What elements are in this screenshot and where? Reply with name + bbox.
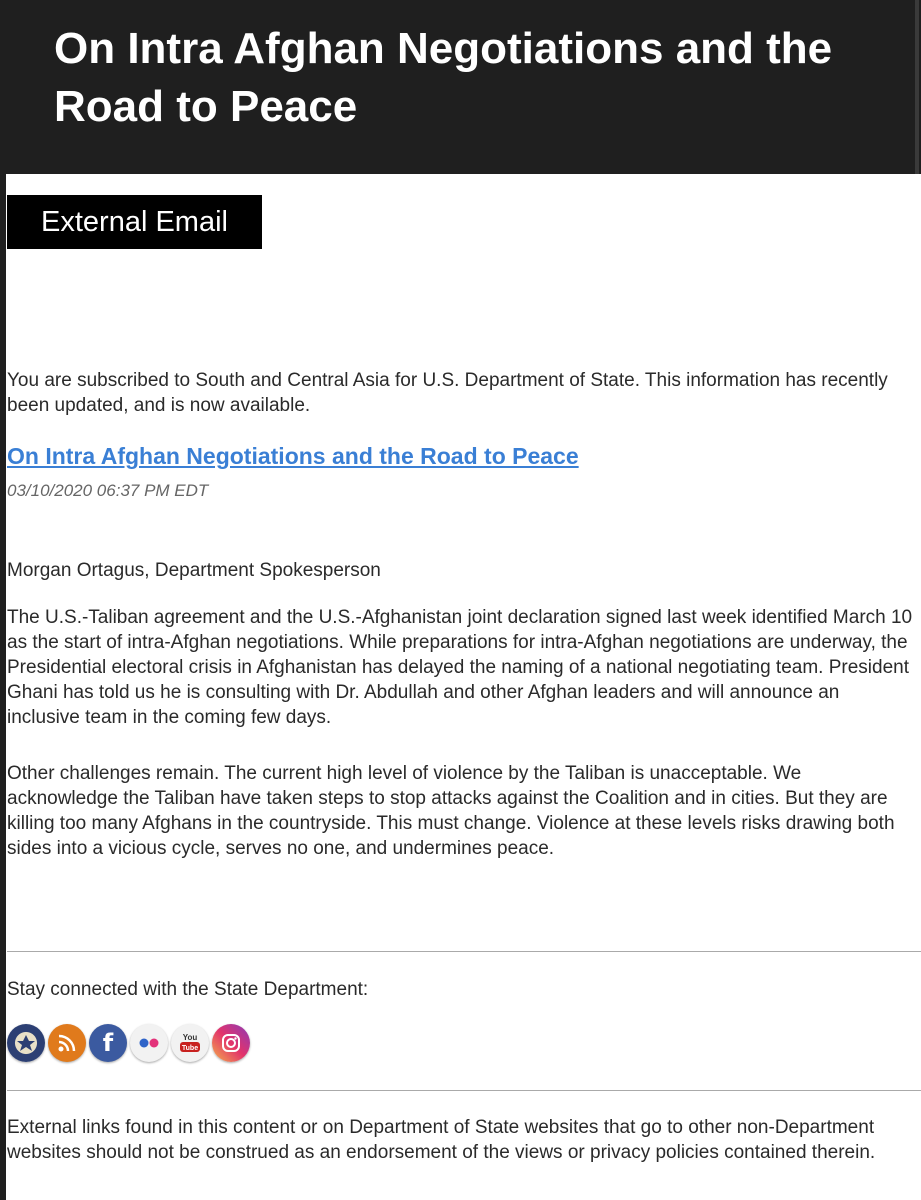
subscription-notice: You are subscribed to South and Central Asia for U.S. Department of State. This information has recently been updated, and is now available. <box>7 370 888 416</box>
svg-text:You: You <box>182 1033 198 1042</box>
youtube-glyph <box>177 1031 203 1055</box>
rss-glyph <box>56 1032 78 1054</box>
email-subject-title: On Intra Afghan Negotiations and the Road to Peace <box>54 24 833 131</box>
left-border <box>0 174 6 1200</box>
external-links-disclaimer: External links found in this content or on Department of State websites that go to other non-Department websites should not be construed as an endorsement of the views or privacy policies contained therein. <box>7 1117 876 1163</box>
instagram-glyph <box>220 1032 242 1054</box>
email-header <box>0 0 921 174</box>
author-line: Morgan Ortagus, Department Spokesperson <box>7 560 381 581</box>
flickr-icon[interactable] <box>130 1024 168 1062</box>
facebook-glyph: f <box>102 1029 114 1057</box>
header-scrollbar[interactable] <box>915 0 919 174</box>
publish-date: 03/10/2020 06:37 PM EDT <box>7 481 209 500</box>
social-links <box>7 1024 250 1064</box>
divider <box>7 1090 921 1091</box>
article-paragraph-2: Other challenges remain. The current high level of violence by the Taliban is unacceptable. We acknowledge the Taliban have taken steps to stop attacks against the Coalition and in cities. But they are killing too many Afghans in the countryside. This must change. Violence at these levels risks drawing both sides into a vicious cycle, serves no one, and undermines peace. <box>7 763 895 859</box>
facebook-icon[interactable] <box>89 1024 127 1062</box>
rss-icon[interactable] <box>48 1024 86 1062</box>
youtube-icon[interactable] <box>171 1024 209 1062</box>
article-paragraph-1: The U.S.-Taliban agreement and the U.S.-Afghanistan joint declaration signed last week identified March 10 as the start of intra-Afghan negotiations. While preparations for intra-Afghan negotiations are underway, the Presidential electoral crisis in Afghanistan has delayed the naming of a national negotiating team. President Ghani has told us he is consulting with Dr. Abdullah and other Afghan leaders and will announce an inclusive team in the coming few days. <box>7 607 913 728</box>
state-department-seal-icon[interactable] <box>7 1024 45 1062</box>
stay-connected-label: Stay connected with the State Department: <box>7 979 369 1000</box>
external-email-badge: External Email <box>7 195 262 249</box>
svg-text:Tube: Tube <box>181 1045 199 1052</box>
eagle-glyph <box>15 1032 37 1054</box>
flickr-glyph <box>137 1037 161 1049</box>
article-title-link[interactable]: On Intra Afghan Negotiations and the Road to Peace <box>7 443 579 469</box>
instagram-icon[interactable] <box>212 1024 250 1062</box>
divider <box>7 951 921 952</box>
